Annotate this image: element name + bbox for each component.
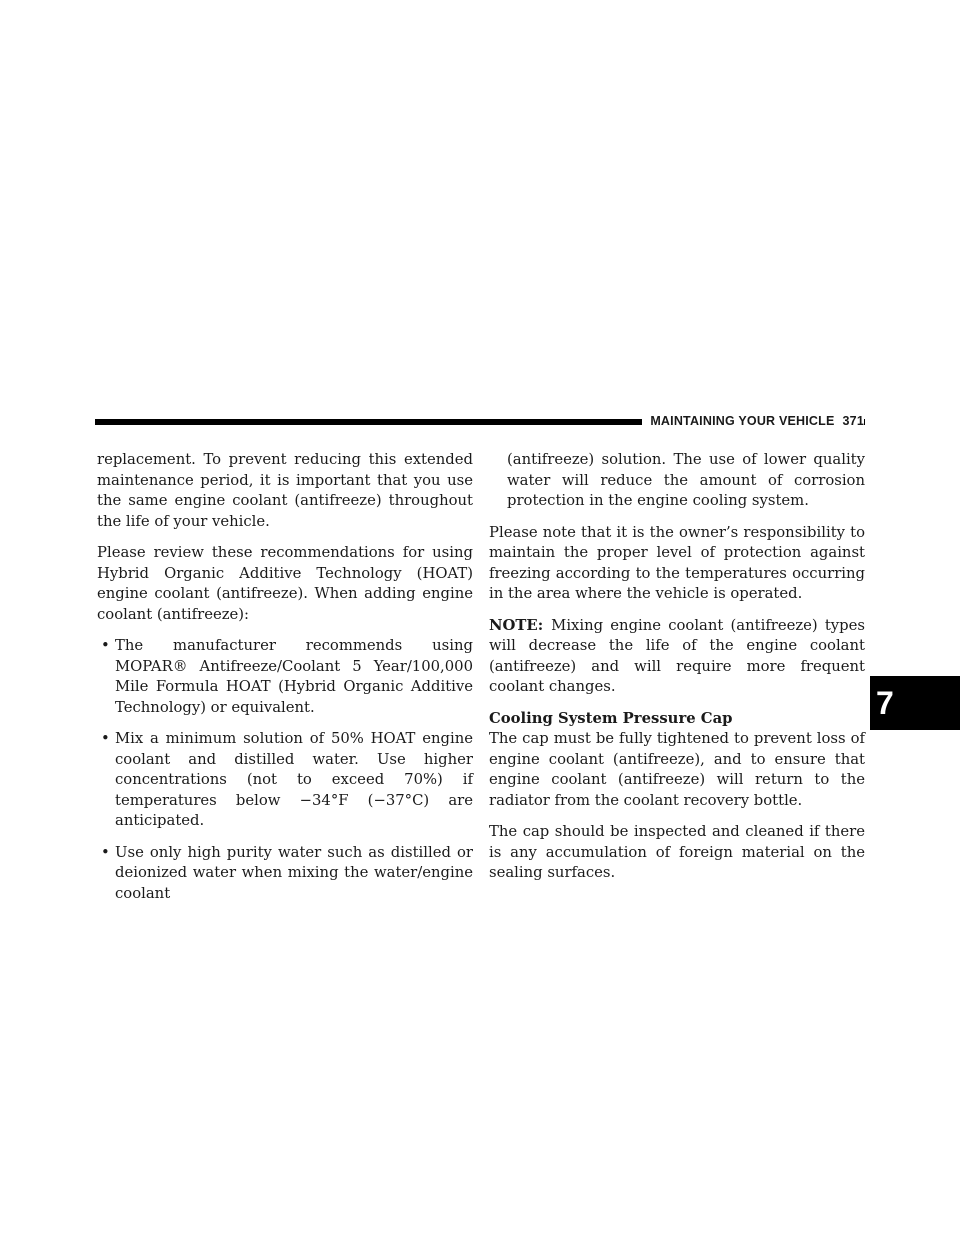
- section-title: MAINTAINING YOUR VEHICLE: [650, 414, 835, 428]
- paragraph: Please note that it is the owner’s responsibility to maintain the proper level of protection against freezing according to the temperatures occurring in the area where the vehicle is operated.: [489, 523, 865, 602]
- paragraph: The cap should be inspected and cleaned if there is any accumulation of foreign material on the sealing surfaces.: [489, 823, 865, 881]
- list-item: [97, 636, 473, 718]
- list-item-text: The manufacturer recommends using MOPAR® Antifreeze/Coolant 5 Year/100,000 Mile Formula HOAT (Hybrid Organic Additive Technology) or equivalent.: [115, 637, 473, 716]
- note: [489, 616, 865, 698]
- page-number: 371: [842, 414, 864, 428]
- paragraph: Please review these recommendations for using Hybrid Organic Additive Technology (HOAT) engine coolant (antifreeze). When adding engine coolant (antifreeze):: [97, 544, 473, 623]
- bullet-icon: •: [101, 843, 110, 861]
- section-heading: Cooling System Pressure Cap: [489, 709, 733, 727]
- bullet-icon: •: [101, 730, 110, 747]
- list-item: [97, 843, 473, 905]
- list-item: [97, 729, 473, 832]
- note-label: NOTE:: [489, 616, 544, 634]
- note-text: Mixing engine coolant (antifreeze) types will decrease the life of the engine coolant (antifreeze) and will require more frequent coolant changes.: [489, 616, 865, 695]
- bullet-icon: •: [101, 637, 110, 654]
- bullet-continuation: (antifreeze) solution. The use of lower quality water will reduce the amount of corrosion protection in the engine cooling system.: [507, 451, 865, 509]
- paragraph: The cap must be fully tightened to prevent loss of engine coolant (antifreeze), and to ensure that engine coolant (antifreeze) will return to the radiator from the coolant recovery bottle.: [489, 730, 865, 809]
- list-item-text: Use only high purity water such as distilled or deionized water when mixing the water/engine coolant: [115, 843, 473, 902]
- list-item-text: Mix a minimum solution of 50% HOAT engine coolant and distilled water. Use higher concentrations (not to exceed 70%) if temperatures below −34°F (−37°C) are anticipated.: [115, 730, 473, 829]
- paragraph: replacement. To prevent reducing this extended maintenance period, it is important that you use the same engine coolant (antifreeze) throughout the life of your vehicle.: [97, 451, 473, 530]
- right-column: [489, 450, 865, 895]
- running-header: [642, 410, 864, 432]
- chapter-tab: 7: [870, 676, 960, 730]
- left-column: [97, 450, 473, 915]
